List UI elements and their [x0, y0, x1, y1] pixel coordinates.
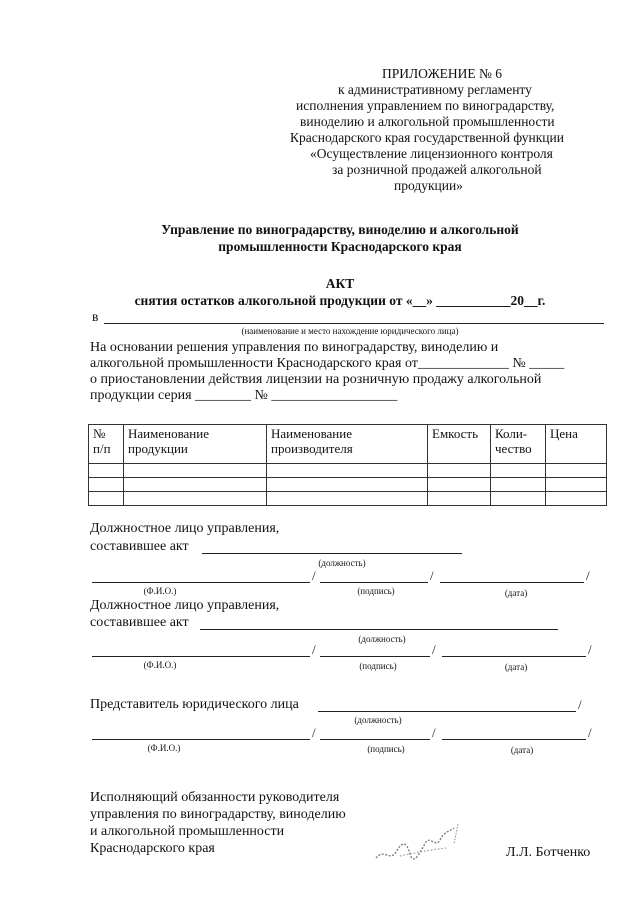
separator-slash: /: [312, 725, 316, 740]
official2-fio-caption: (Ф.И.О.): [143, 660, 177, 670]
table-cell[interactable]: [491, 478, 546, 492]
basis-line1: На основании решения управления по виноградарству, виноделию и: [90, 340, 499, 355]
col-header-number: № п/п: [89, 425, 124, 464]
representative-position-line[interactable]: [318, 711, 576, 712]
table-cell[interactable]: [491, 492, 546, 506]
table-cell[interactable]: [267, 478, 428, 492]
separator-slash: /: [312, 642, 316, 657]
footer-line2: управления по виноградарству, виноделию: [90, 807, 346, 822]
representative-sign-caption: (подпись): [367, 744, 405, 754]
table-cell[interactable]: [428, 478, 491, 492]
appendix-line: продукции»: [394, 178, 463, 193]
table-row: [89, 478, 607, 492]
separator-slash: /: [588, 725, 592, 740]
col-header-quantity: Коли-чество: [491, 425, 546, 464]
official2-label-line2: составившее акт: [90, 615, 189, 630]
col-header-capacity: Емкость: [428, 425, 491, 464]
place-prefix: в: [92, 309, 99, 324]
table-cell[interactable]: [428, 492, 491, 506]
official1-sign-line[interactable]: [320, 582, 428, 583]
basis-line2: алкогольной промышленности Краснодарского края от_____________ № _____: [90, 356, 565, 371]
representative-fio-line[interactable]: [92, 739, 310, 740]
appendix-line: за розничной продажей алкогольной: [332, 162, 542, 177]
official1-position-line[interactable]: [202, 553, 462, 554]
table-cell[interactable]: [124, 464, 267, 478]
representative-sign-line[interactable]: [320, 739, 430, 740]
authority-name-line1: Управление по виноградарству, виноделию и алкогольной: [161, 222, 519, 237]
official1-label-line2: составившее акт: [90, 539, 189, 554]
footer-line4: Краснодарского края: [90, 841, 215, 856]
appendix-line: Краснодарского края государственной функции: [290, 130, 564, 145]
table-cell[interactable]: [267, 492, 428, 506]
representative-label: Представитель юридического лица: [90, 697, 299, 712]
appendix-title: ПРИЛОЖЕНИЕ № 6: [382, 66, 503, 81]
representative-date-line[interactable]: [442, 739, 586, 740]
representative-position-caption: (должность): [354, 715, 402, 725]
table-cell[interactable]: [546, 492, 607, 506]
appendix-line: к административному регламенту: [338, 82, 532, 97]
footer-line3: и алкогольной промышленности: [90, 824, 285, 839]
table-row: [89, 464, 607, 478]
official2-label-line1: Должностное лицо управления,: [90, 598, 280, 613]
table-cell[interactable]: [546, 464, 607, 478]
table-cell[interactable]: [428, 464, 491, 478]
table-cell[interactable]: [89, 492, 124, 506]
official1-date-line[interactable]: [440, 582, 584, 583]
separator-slash: /: [586, 568, 590, 583]
signer-name: Л.Л. Ботченко: [506, 845, 591, 860]
separator-slash: /: [588, 642, 592, 657]
official1-label-line1: Должностное лицо управления,: [90, 521, 280, 536]
official1-position-caption: (должность): [318, 558, 366, 568]
footer-line1: Исполняющий обязанности руководителя: [90, 790, 340, 805]
authority-name-line2: промышленности Краснодарского края: [218, 239, 462, 254]
representative-date-caption: (дата): [510, 745, 534, 755]
table-cell[interactable]: [267, 464, 428, 478]
act-title: АКТ: [325, 276, 355, 291]
separator-slash: /: [432, 642, 436, 657]
representative-fio-caption: (Ф.И.О.): [147, 743, 181, 753]
table-row: [89, 492, 607, 506]
appendix-line: «Осуществление лицензионного контроля: [310, 146, 553, 161]
appendix-line: исполнения управлением по виноградарству,: [296, 98, 555, 113]
official2-date-line[interactable]: [442, 656, 586, 657]
table-cell[interactable]: [89, 478, 124, 492]
table-cell[interactable]: [89, 464, 124, 478]
official2-sign-line[interactable]: [320, 656, 430, 657]
table-cell[interactable]: [124, 478, 267, 492]
appendix-line: виноделию и алкогольной промышленности: [300, 114, 555, 129]
col-header-product: Наименование продукции: [124, 425, 267, 464]
official2-fio-line[interactable]: [92, 656, 310, 657]
table-cell[interactable]: [546, 478, 607, 492]
official2-position-caption: (должность): [358, 634, 406, 644]
official1-date-caption: (дата): [504, 588, 528, 598]
basis-line3: о приостановлении действия лицензии на розничную продажу алкогольной: [90, 372, 542, 387]
handwritten-signature: [370, 818, 470, 868]
place-field-line: [104, 323, 604, 324]
products-table: [88, 424, 607, 506]
col-header-price: Цена: [546, 425, 607, 464]
table-header-row: [89, 425, 607, 464]
act-subtitle: снятия остатков алкогольной продукции от «__» ___________20__г.: [134, 293, 546, 308]
table-cell[interactable]: [124, 492, 267, 506]
basis-line4: продукции серия ________ № __________________: [90, 388, 398, 403]
official2-sign-caption: (подпись): [359, 661, 397, 671]
official1-fio-caption: (Ф.И.О.): [143, 586, 177, 596]
separator-slash: /: [432, 725, 436, 740]
separator-slash: /: [578, 697, 582, 712]
separator-slash: /: [430, 568, 434, 583]
official1-fio-line[interactable]: [92, 582, 310, 583]
official2-date-caption: (дата): [504, 662, 528, 672]
col-header-producer: Наименование производителя: [267, 425, 428, 464]
table-cell[interactable]: [491, 464, 546, 478]
official2-position-line[interactable]: [200, 629, 558, 630]
separator-slash: /: [312, 568, 316, 583]
place-caption: (наименование и место нахождение юридического лица): [241, 326, 459, 336]
official1-sign-caption: (подпись): [357, 586, 395, 596]
